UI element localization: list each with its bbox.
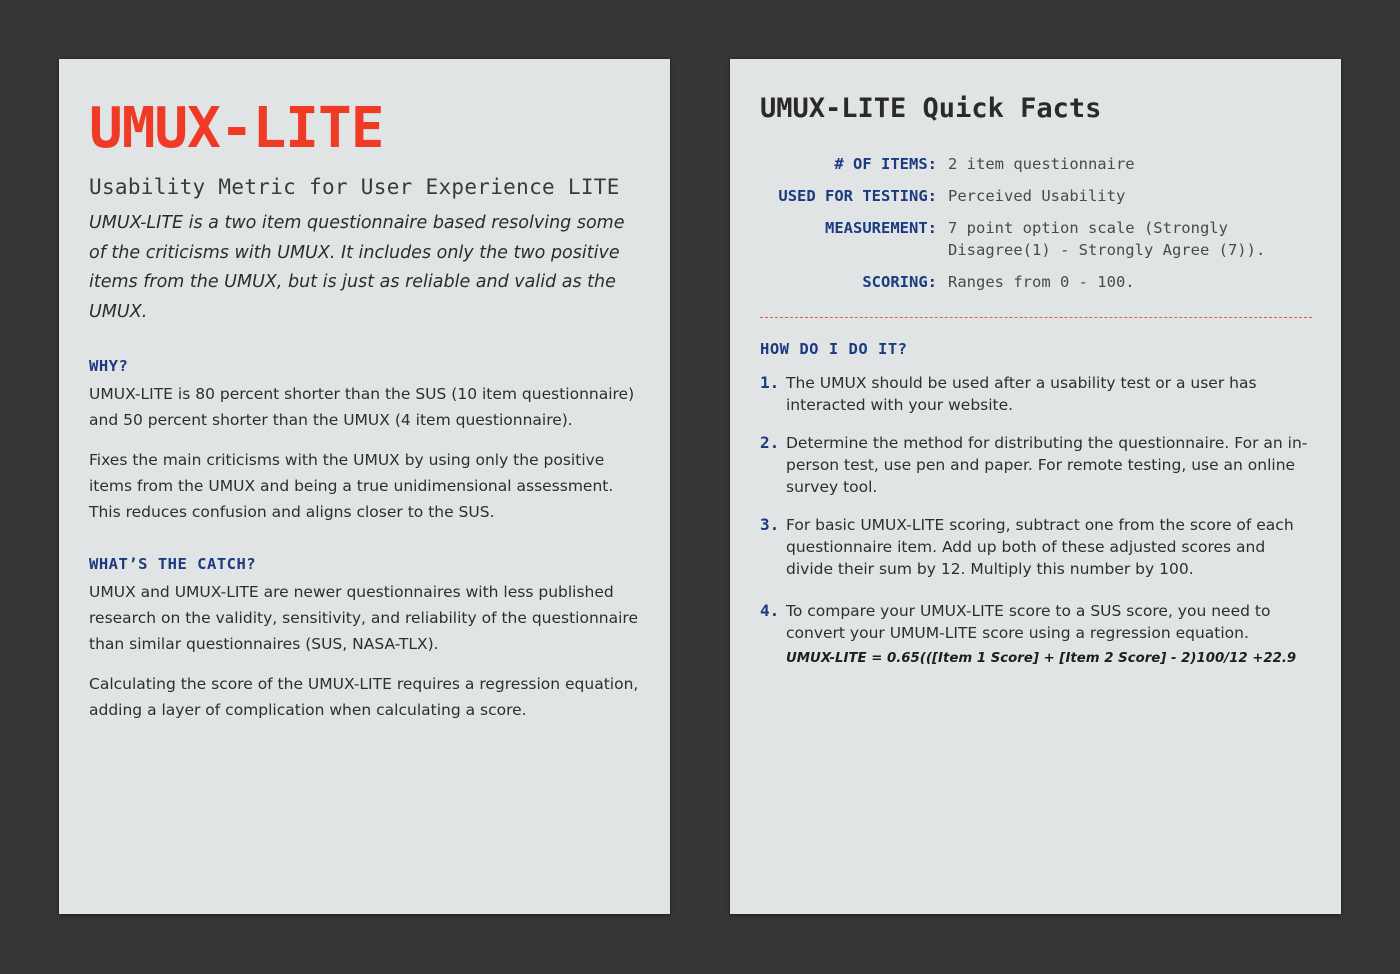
page-subtitle: Usability Metric for User Experience LITE — [89, 175, 620, 199]
fact-label: # OF ITEMS: — [834, 155, 937, 173]
step-number: 3. — [760, 515, 780, 534]
page-title: UMUX-LITE — [89, 96, 384, 161]
fact-row-items — [760, 153, 1311, 175]
why-paragraph-1: UMUX-LITE is 80 percent shorter than the SUS (10 item questionnaire) and 50 percent shorter than the UMUX (4 item questionnaire). — [89, 385, 635, 429]
fact-value: 2 item questionnaire — [948, 155, 1135, 173]
fact-label: MEASUREMENT: — [825, 219, 937, 237]
fact-value: Ranges from 0 - 100. — [948, 273, 1135, 291]
fact-row-used-for — [760, 185, 1311, 207]
how-heading: HOW DO I DO IT? — [760, 340, 908, 358]
regression-formula: UMUX-LITE = 0.65(([Item 1 Score] + [Item 2 Score] - 2)100/12 +22.9 — [786, 651, 1297, 666]
step-text: Determine the method for distributing the questionnaire. For an in-person test, use pen and paper. For remote testing, use an online survey tool. — [786, 434, 1308, 496]
step-item — [760, 372, 1311, 416]
step-text: To compare your UMUX-LITE score to a SUS score, you need to convert your UMUM-LITE score using a regression equation. — [786, 602, 1271, 642]
step-number: 2. — [760, 433, 780, 452]
step-number: 1. — [760, 373, 780, 392]
step-item — [760, 514, 1311, 580]
fact-row-scoring — [760, 271, 1311, 293]
fact-value: 7 point option scale (Strongly Disagree(1) - Strongly Agree (7)). — [948, 219, 1266, 259]
fact-label: SCORING: — [862, 273, 937, 291]
why-heading: WHY? — [89, 357, 129, 375]
step-item — [760, 600, 1311, 668]
steps-list — [760, 372, 1311, 668]
step-text: For basic UMUX-LITE scoring, subtract one from the score of each questionnaire item. Add up both of these adjusted scores and divide their sum by 12. Multiply this number by 100. — [786, 516, 1294, 578]
quick-facts-title: UMUX-LITE Quick Facts — [760, 93, 1102, 124]
fact-row-measurement — [760, 217, 1311, 261]
dashed-divider — [760, 317, 1312, 318]
intro-paragraph: UMUX-LITE is a two item questionnaire based resolving some of the criticisms with UMUX. It includes only the two positive items from the UMUX, but is just as reliable and valid as the UMUX. — [89, 213, 625, 322]
fact-label: USED FOR TESTING: — [778, 187, 937, 205]
quick-facts-list — [760, 153, 1311, 293]
why-paragraph-2: Fixes the main criticisms with the UMUX by using only the positive items from the UMUX and being a true unidimensional assessment. This reduces confusion and aligns closer to the SUS. — [89, 451, 614, 521]
step-number: 4. — [760, 601, 780, 620]
catch-paragraph-1: UMUX and UMUX-LITE are newer questionnaires with less published research on the validity, sensitivity, and reliability of the questionnaire than similar questionnaires (SUS, NASA-TLX). — [89, 583, 638, 653]
catch-paragraph-2: Calculating the score of the UMUX-LITE requires a regression equation, adding a layer of complication when calculating a score. — [89, 675, 639, 719]
step-item — [760, 432, 1311, 498]
step-text: The UMUX should be used after a usability test or a user has interacted with your website. — [786, 374, 1257, 414]
right-page — [730, 59, 1341, 914]
left-page — [59, 59, 670, 914]
catch-heading: WHAT’S THE CATCH? — [89, 555, 257, 573]
step-body — [786, 600, 1311, 668]
fact-value: Perceived Usability — [948, 187, 1126, 205]
